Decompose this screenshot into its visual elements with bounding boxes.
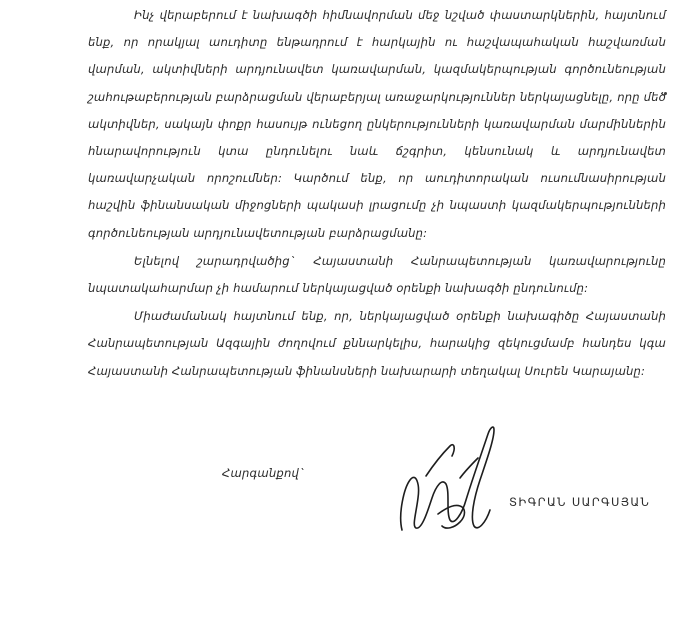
letter-body (88, 2, 666, 385)
paragraph-3: Միաժամանակ հայտնում ենք, որ, ներկայացված օրենքի նախագիծը Հայաստանի Հանրապետության Ազգային ժողովում քննարկելիս, հարակից զեկուցմամբ հանդես կգա Հայաստանի Հանրապետության ֆինանսների նախարարի տեղակալ Սուրեն Կարայանը: (88, 309, 666, 378)
closing-salutation: Հարգանքով` (222, 466, 306, 480)
paragraph-2: Ելնելով շարադրվածից` Հայաստանի Հանրապետության կառավարությունը նպատակահարմար չի համարում ներկայացված օրենքի նախագծի ընդունումը: (88, 253, 666, 296)
signer-name: ՏԻԳՐԱՆ ՍԱՐԳՍՅԱՆ (509, 495, 651, 509)
paragraph-1: Ինչ վերաբերում է նախագծի հիմնավորման մեջ նշված փաստարկներին, հայտնում ենք, որ որակյալ աուդիտը ենթադրում է հարկային ու հաշվապահական հաշվառման վարման, ակտիվների արդյունավետ կառավարման, կազմակերպության գործունեության շահութաբերության բարձրացման վերաբերյալ առաջարկություններ ներկայացնելը, որը մեծ ակտիվներ, սակայն փոքր հասույթ ունեցող ընկերությունների կառավարման մարմիններին հնարավորություն կտա ընդունելու նաև ճշգրիտ, կենսունակ և արդյունավետ կառավարչական որոշումներ: Կարծում ենք, որ աուդիտորական ուսումնասիրության հաշվին ֆինանսական միջոցների պակասի լրացումը չի նպաստի կազմակերպությունների գործունեության արդյունավետության բարձրացմանը: (88, 8, 666, 240)
handwritten-signature (390, 418, 510, 548)
